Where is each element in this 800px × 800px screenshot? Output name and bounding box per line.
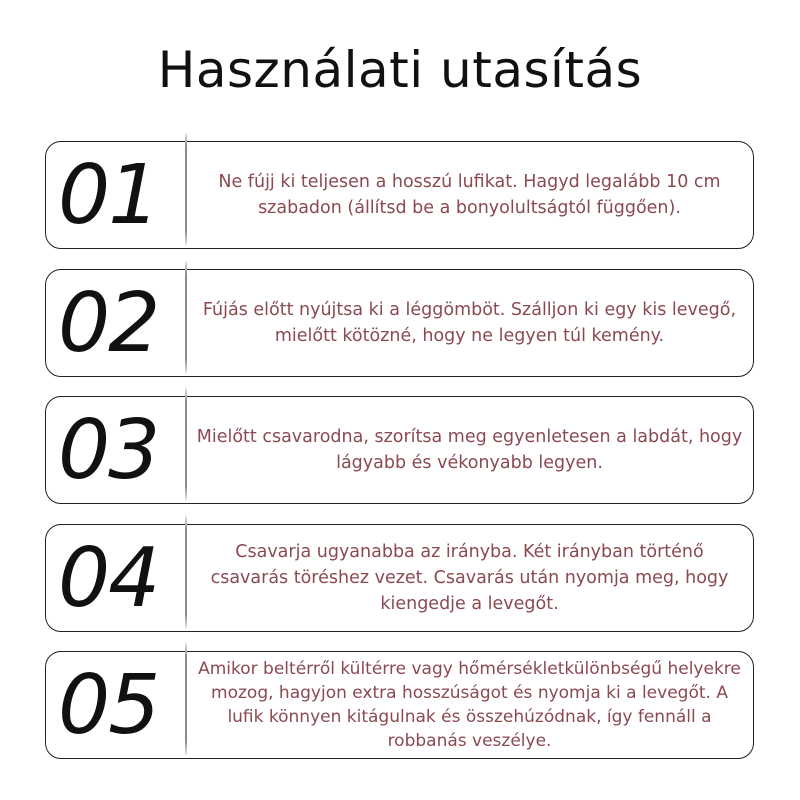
step-number: 02 bbox=[58, 276, 159, 371]
instruction-card-1 bbox=[45, 141, 754, 249]
step-number: 04 bbox=[58, 531, 159, 626]
step-text: Amikor beltérről kültérre vagy hőmérsékletkülönbségű helyekre mozog, hagyjon extra hosszúságot és nyomja ki a levegőt. A lufik könnyen kitágulnak és összehúzódnak, így fennáll a robbanás veszélye. bbox=[198, 659, 741, 751]
step-text: Mielőtt csavarodna, szorítsa meg egyenletesen a labdát, hogy lágyabb és vékonyabb legyen. bbox=[196, 427, 743, 473]
step-number: 05 bbox=[58, 658, 159, 753]
instruction-card-2 bbox=[45, 269, 754, 377]
instruction-card-5 bbox=[45, 651, 754, 759]
divider bbox=[185, 261, 187, 373]
divider bbox=[185, 388, 187, 500]
step-number: 03 bbox=[58, 403, 159, 498]
step-text: Fújás előtt nyújtsa ki a léggömböt. Szálljon ki egy kis levegő, mielőtt kötözné, hogy ne legyen túl kemény. bbox=[202, 300, 737, 346]
page-title: Használati utasítás bbox=[157, 41, 643, 99]
instruction-card-3 bbox=[45, 396, 754, 504]
divider bbox=[185, 516, 187, 628]
step-text: Ne fújj ki teljesen a hosszú lufikat. Hagyd legalább 10 cm szabadon (állítsd be a bonyolultságtól függően). bbox=[218, 172, 721, 218]
divider bbox=[185, 643, 187, 755]
step-number: 01 bbox=[58, 148, 159, 243]
divider bbox=[185, 133, 187, 245]
step-text: Csavarja ugyanabba az irányba. Két irányban történő csavarás töréshez vezet. Csavarás után nyomja meg, hogy kiengedje a levegőt. bbox=[210, 542, 729, 614]
instruction-card-4 bbox=[45, 524, 754, 632]
